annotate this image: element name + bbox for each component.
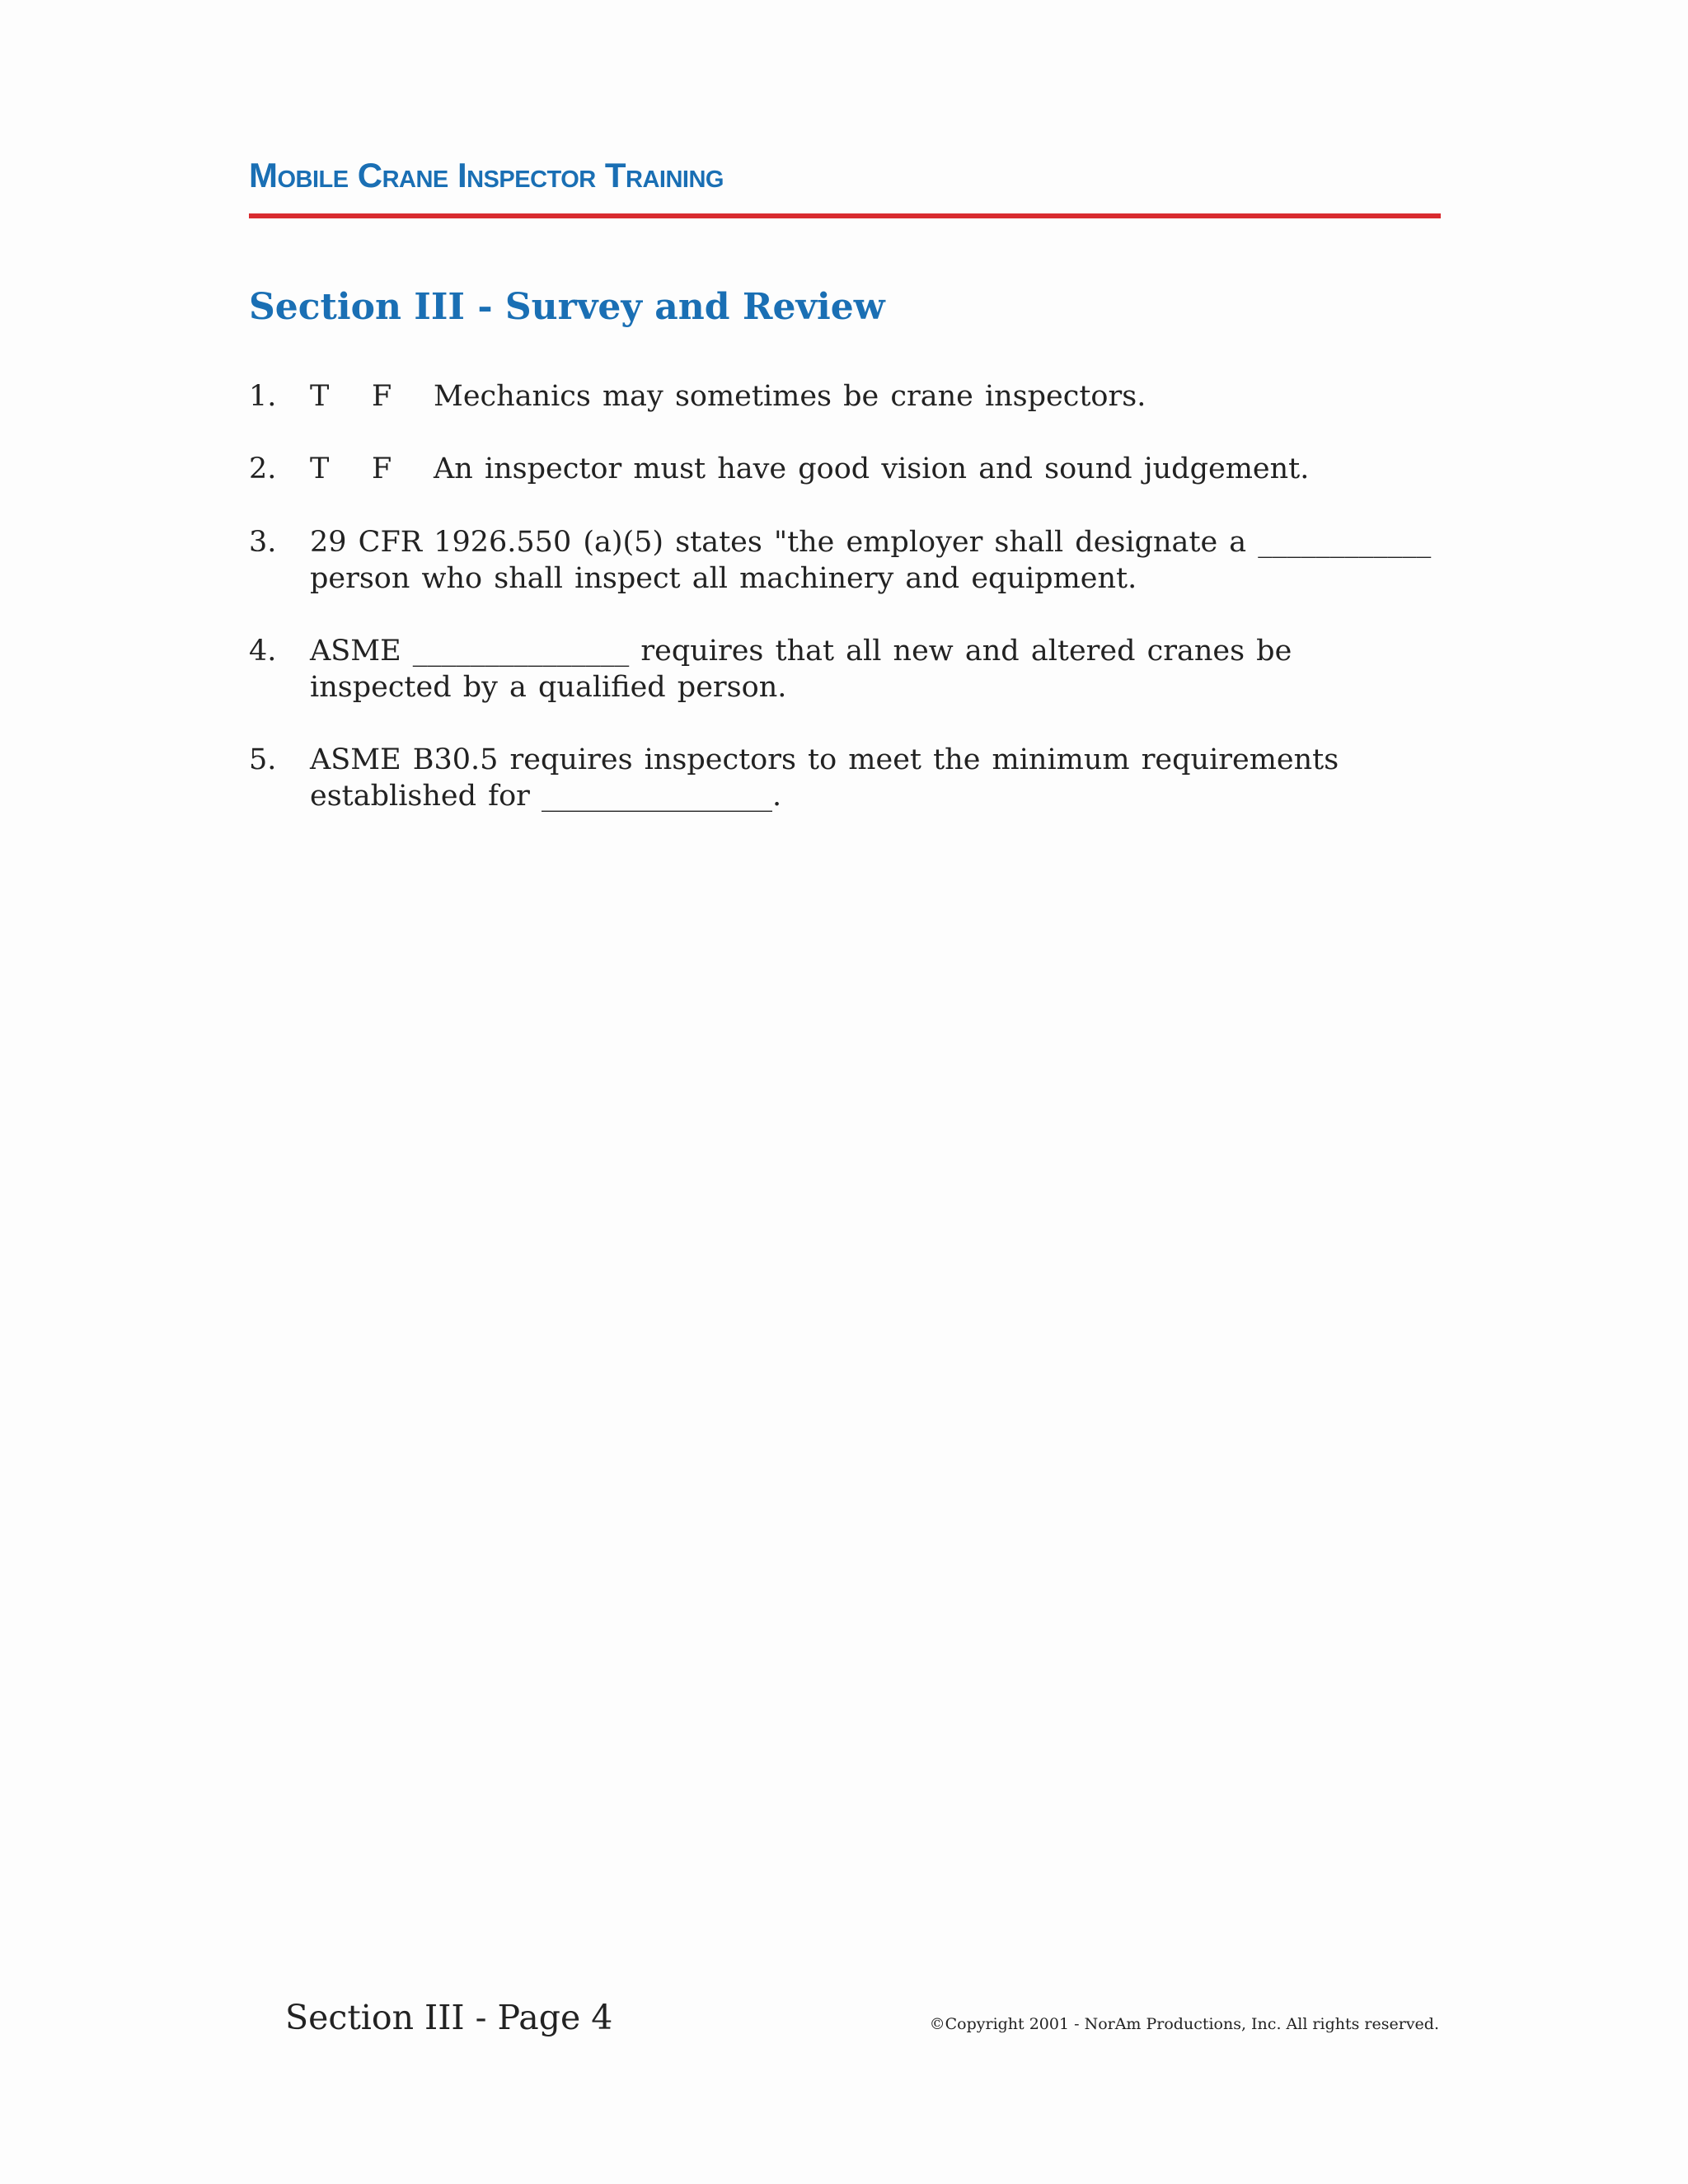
question-text-line: 29 CFR 1926.550 (a)(5) states "the employer shall designate a ____________ (310, 526, 1432, 559)
question-text-line: ASME _______________ requires that all new and altered cranes be (310, 635, 1292, 668)
question-text-line: ASME B30.5 requires inspectors to meet the minimum requirements (310, 743, 1339, 776)
true-option: T (310, 380, 330, 413)
question-number: 1. (249, 380, 277, 413)
question-number: 5. (249, 743, 277, 776)
question-number: 2. (249, 452, 277, 485)
section-heading: Section III - Survey and Review (249, 286, 885, 328)
question-text-line: person who shall inspect all machinery and equipment. (310, 562, 1137, 595)
question-text (310, 742, 1339, 814)
footer-page-label: Section III - Page 4 (285, 1998, 613, 2037)
question-text (434, 451, 1309, 487)
document-header-title: Mobile Crane Inspector Training (249, 156, 724, 194)
question-text-line: Mechanics may sometimes be crane inspectors. (434, 380, 1146, 413)
question-text (434, 378, 1146, 415)
true-option: T (310, 452, 330, 485)
question-number: 4. (249, 635, 277, 668)
false-option: F (372, 380, 392, 413)
false-option: F (372, 452, 392, 485)
question-number: 3. (249, 526, 277, 559)
footer-copyright: ©Copyright 2001 - NorAm Productions, Inc. All rights reserved. (929, 2015, 1439, 2033)
question-text (310, 633, 1292, 705)
question-text (310, 524, 1431, 597)
question-text-line: An inspector must have good vision and sound judgement. (434, 452, 1310, 485)
question-text-line: inspected by a qualified person. (310, 671, 787, 704)
header-divider (249, 213, 1441, 218)
question-text-line: established for ________________. (310, 780, 782, 813)
